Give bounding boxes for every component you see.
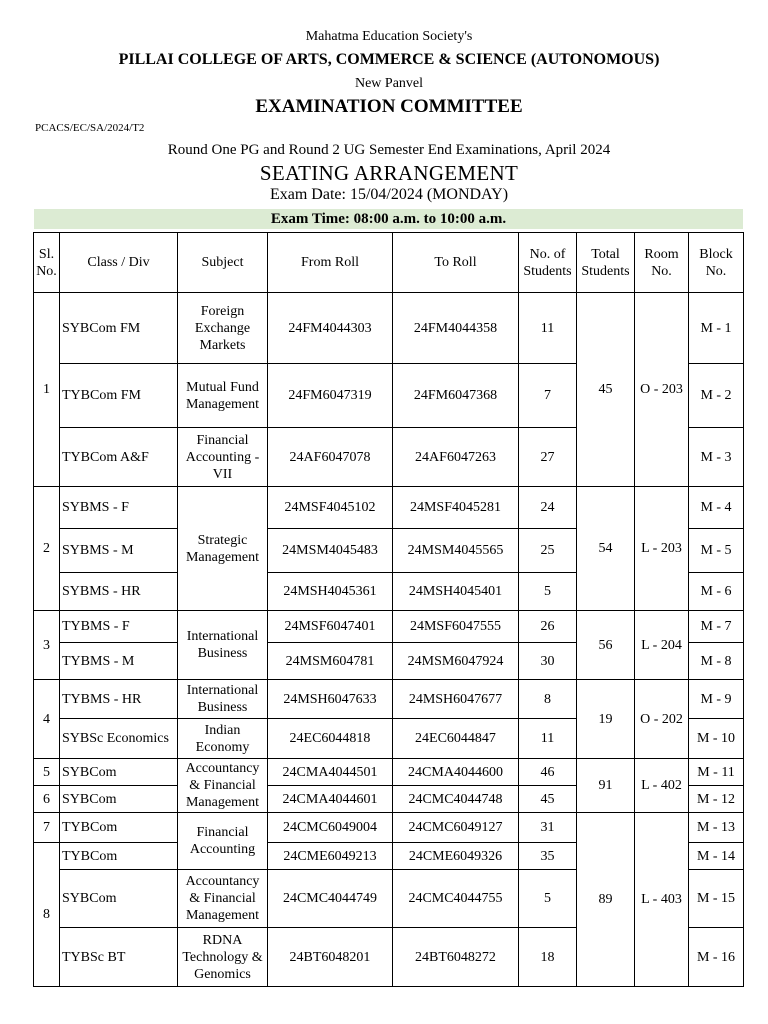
- to-roll-cell: 24MSF4045281: [393, 487, 519, 529]
- count-cell: 30: [519, 643, 577, 680]
- count-cell: 11: [519, 719, 577, 759]
- class-cell: TYBMS - M: [60, 643, 178, 680]
- count-cell: 18: [519, 928, 577, 987]
- to-roll-cell: 24CMA4044600: [393, 759, 519, 786]
- sl-cell: 1: [34, 293, 60, 487]
- count-cell: 8: [519, 680, 577, 719]
- to-roll-cell: 24CMC6049127: [393, 813, 519, 843]
- sl-cell: 5: [34, 759, 60, 786]
- from-roll-cell: 24CMA4044501: [268, 759, 393, 786]
- col-total-students: Total Students: [577, 233, 635, 293]
- to-roll-cell: 24MSH6047677: [393, 680, 519, 719]
- block-cell: M - 9: [689, 680, 744, 719]
- college-name: PILLAI COLLEGE OF ARTS, COMMERCE & SCIENCE (AUTONOMOUS): [118, 51, 660, 68]
- col-class: Class / Div: [60, 233, 178, 293]
- col-subject: Subject: [178, 233, 268, 293]
- table-row: [34, 293, 744, 364]
- to-roll-cell: 24MSM4045565: [393, 529, 519, 573]
- from-roll-cell: 24FM4044303: [268, 293, 393, 364]
- room-cell: L - 203: [635, 487, 689, 611]
- room-cell: L - 402: [635, 759, 689, 813]
- from-roll-cell: 24FM6047319: [268, 364, 393, 428]
- block-cell: M - 8: [689, 643, 744, 680]
- table-row: [34, 487, 744, 529]
- from-roll-cell: 24MSF6047401: [268, 611, 393, 643]
- class-cell: TYBCom A&F: [60, 428, 178, 487]
- total-cell: 54: [577, 487, 635, 611]
- col-sl: Sl. No.: [34, 233, 60, 293]
- total-cell: 56: [577, 611, 635, 680]
- exam-session: Round One PG and Round 2 UG Semester End Examinations, April 2024: [167, 142, 611, 158]
- room-cell: L - 403: [635, 813, 689, 987]
- to-roll-cell: 24BT6048272: [393, 928, 519, 987]
- subject-cell: Financial Accounting: [178, 813, 268, 870]
- total-cell: 89: [577, 813, 635, 987]
- page-title: SEATING ARRANGEMENT: [259, 161, 519, 185]
- block-cell: M - 2: [689, 364, 744, 428]
- from-roll-cell: 24EC6044818: [268, 719, 393, 759]
- count-cell: 27: [519, 428, 577, 487]
- count-cell: 7: [519, 364, 577, 428]
- subject-cell: Indian Economy: [178, 719, 268, 759]
- block-cell: M - 1: [689, 293, 744, 364]
- to-roll-cell: 24MSM6047924: [393, 643, 519, 680]
- class-cell: SYBCom FM: [60, 293, 178, 364]
- sl-cell: 7: [34, 813, 60, 843]
- class-cell: SYBMS - F: [60, 487, 178, 529]
- total-cell: 19: [577, 680, 635, 759]
- table-row: [34, 759, 744, 786]
- total-cell: 45: [577, 293, 635, 487]
- subject-cell: RDNA Technology & Genomics: [178, 928, 268, 987]
- subject-cell: International Business: [178, 680, 268, 719]
- block-cell: M - 3: [689, 428, 744, 487]
- count-cell: 5: [519, 870, 577, 928]
- class-cell: TYBMS - HR: [60, 680, 178, 719]
- from-roll-cell: 24MSH6047633: [268, 680, 393, 719]
- total-cell: 91: [577, 759, 635, 813]
- block-cell: M - 13: [689, 813, 744, 843]
- sl-cell: 3: [34, 611, 60, 680]
- to-roll-cell: 24CME6049326: [393, 843, 519, 870]
- count-cell: 46: [519, 759, 577, 786]
- block-cell: M - 6: [689, 573, 744, 611]
- subject-cell: Accountancy & Financial Management: [178, 870, 268, 928]
- to-roll-cell: 24CMC4044748: [393, 786, 519, 813]
- col-to-roll: To Roll: [393, 233, 519, 293]
- table-row: [34, 611, 744, 643]
- class-cell: SYBMS - HR: [60, 573, 178, 611]
- block-cell: M - 5: [689, 529, 744, 573]
- count-cell: 5: [519, 573, 577, 611]
- block-cell: M - 15: [689, 870, 744, 928]
- table-row: [34, 813, 744, 843]
- col-from-roll: From Roll: [268, 233, 393, 293]
- exam-date: Exam Date: 15/04/2024 (MONDAY): [269, 186, 509, 203]
- class-cell: SYBCom: [60, 870, 178, 928]
- block-cell: M - 7: [689, 611, 744, 643]
- to-roll-cell: 24CMC4044755: [393, 870, 519, 928]
- to-roll-cell: 24FM6047368: [393, 364, 519, 428]
- class-cell: SYBCom: [60, 786, 178, 813]
- subject-cell: Foreign Exchange Markets: [178, 293, 268, 364]
- class-cell: SYBSc Economics: [60, 719, 178, 759]
- sl-cell: 2: [34, 487, 60, 611]
- sl-cell: 8: [34, 843, 60, 987]
- class-cell: TYBSc BT: [60, 928, 178, 987]
- society-name: Mahatma Education Society's: [305, 29, 473, 44]
- subject-cell: Accountancy & Financial Management: [178, 759, 268, 813]
- to-roll-cell: 24MSF6047555: [393, 611, 519, 643]
- class-cell: TYBCom: [60, 843, 178, 870]
- sl-cell: 4: [34, 680, 60, 759]
- subject-cell: Financial Accounting - VII: [178, 428, 268, 487]
- to-roll-cell: 24EC6044847: [393, 719, 519, 759]
- from-roll-cell: 24CMA4044601: [268, 786, 393, 813]
- class-cell: SYBMS - M: [60, 529, 178, 573]
- to-roll-cell: 24FM4044358: [393, 293, 519, 364]
- subject-cell: Strategic Management: [178, 487, 268, 611]
- count-cell: 11: [519, 293, 577, 364]
- block-cell: M - 16: [689, 928, 744, 987]
- to-roll-cell: 24AF6047263: [393, 428, 519, 487]
- count-cell: 24: [519, 487, 577, 529]
- from-roll-cell: 24CME6049213: [268, 843, 393, 870]
- block-cell: M - 4: [689, 487, 744, 529]
- from-roll-cell: 24MSF4045102: [268, 487, 393, 529]
- header-row: [34, 233, 744, 293]
- class-cell: SYBCom: [60, 759, 178, 786]
- col-block: Block No.: [689, 233, 744, 293]
- block-cell: M - 11: [689, 759, 744, 786]
- from-roll-cell: 24MSH4045361: [268, 573, 393, 611]
- count-cell: 35: [519, 843, 577, 870]
- committee-title: EXAMINATION COMMITTEE: [255, 96, 523, 117]
- from-roll-cell: 24BT6048201: [268, 928, 393, 987]
- block-cell: M - 14: [689, 843, 744, 870]
- college-location: New Panvel: [354, 76, 424, 91]
- class-cell: TYBMS - F: [60, 611, 178, 643]
- table-row: [34, 680, 744, 719]
- from-roll-cell: 24MSM4045483: [268, 529, 393, 573]
- reference-code: PCACS/EC/SA/2024/T2: [35, 122, 145, 134]
- to-roll-cell: 24MSH4045401: [393, 573, 519, 611]
- exam-time-bar: Exam Time: 08:00 a.m. to 10:00 a.m.: [34, 209, 743, 229]
- count-cell: 31: [519, 813, 577, 843]
- count-cell: 26: [519, 611, 577, 643]
- from-roll-cell: 24AF6047078: [268, 428, 393, 487]
- count-cell: 25: [519, 529, 577, 573]
- block-cell: M - 10: [689, 719, 744, 759]
- seating-table: [33, 232, 744, 987]
- room-cell: O - 202: [635, 680, 689, 759]
- from-roll-cell: 24CMC4044749: [268, 870, 393, 928]
- from-roll-cell: 24CMC6049004: [268, 813, 393, 843]
- sl-cell: 6: [34, 786, 60, 813]
- block-cell: M - 12: [689, 786, 744, 813]
- class-cell: TYBCom FM: [60, 364, 178, 428]
- subject-cell: International Business: [178, 611, 268, 680]
- from-roll-cell: 24MSM604781: [268, 643, 393, 680]
- col-room: Room No.: [635, 233, 689, 293]
- room-cell: L - 204: [635, 611, 689, 680]
- room-cell: O - 203: [635, 293, 689, 487]
- col-no-of-students: No. of Students: [519, 233, 577, 293]
- subject-cell: Mutual Fund Management: [178, 364, 268, 428]
- class-cell: TYBCom: [60, 813, 178, 843]
- count-cell: 45: [519, 786, 577, 813]
